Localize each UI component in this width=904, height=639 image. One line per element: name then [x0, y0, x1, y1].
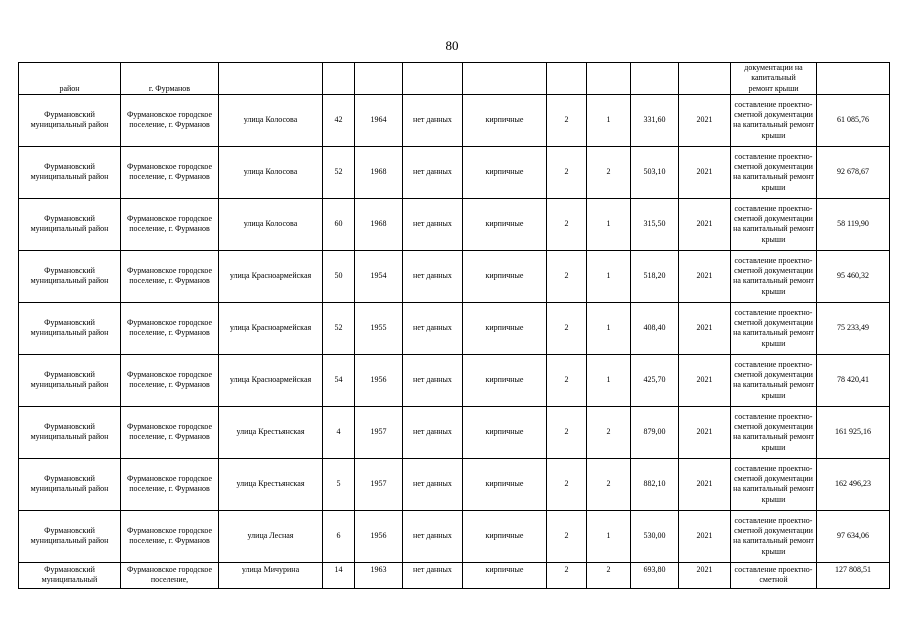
cell-year: 1956 [355, 354, 403, 406]
cell-settlement: Фурмановское городское поселение, г. Фурманов [121, 94, 219, 146]
cell-data: нет данных [403, 562, 463, 588]
cell-house: 14 [323, 562, 355, 588]
cell-settlement: Фурмановское городское поселение, [121, 562, 219, 588]
cell-plan-year: 2021 [679, 94, 731, 146]
cell-data: нет данных [403, 510, 463, 562]
cell-plan-year: 2021 [679, 302, 731, 354]
cell-district: Фурмановский муниципальный район [19, 198, 121, 250]
cell-area: 882,10 [631, 458, 679, 510]
cell-cost: 75 233,49 [817, 302, 890, 354]
cell-plan-year: 2021 [679, 458, 731, 510]
table-row [19, 250, 890, 302]
cell-district: Фурмановский муниципальный район [19, 302, 121, 354]
cell-year: 1954 [355, 250, 403, 302]
cell-house: 42 [323, 94, 355, 146]
cell-area: 408,40 [631, 302, 679, 354]
cell-entrances: 1 [587, 302, 631, 354]
cell-year: 1963 [355, 562, 403, 588]
cell-settlement: Фурмановское городское поселение, г. Фурманов [121, 354, 219, 406]
cell-year: 1956 [355, 510, 403, 562]
table-row [19, 94, 890, 146]
cell-area: 503,10 [631, 146, 679, 198]
cell-street: улица Крестьянская [219, 406, 323, 458]
cell-house: 5 [323, 458, 355, 510]
cell-cost: 127 808,51 [817, 562, 890, 588]
cell-area: 530,00 [631, 510, 679, 562]
cell-district: Фурмановский муниципальный [19, 562, 121, 588]
cell-district: район [19, 63, 121, 95]
cell-cost: 92 678,67 [817, 146, 890, 198]
cell-area: 315,50 [631, 198, 679, 250]
table-row [19, 146, 890, 198]
cell-material: кирпичные [463, 562, 547, 588]
cell-settlement: Фурмановское городское поселение, г. Фурманов [121, 198, 219, 250]
cell-year: 1957 [355, 406, 403, 458]
cell-house: 52 [323, 302, 355, 354]
cell-street: улица Мичурина [219, 562, 323, 588]
cell-house: 50 [323, 250, 355, 302]
cell-material: кирпичные [463, 146, 547, 198]
cell-entrances: 2 [587, 146, 631, 198]
cell-floors: 2 [547, 94, 587, 146]
cell-settlement: Фурмановское городское поселение, г. Фурманов [121, 146, 219, 198]
cell-floors: 2 [547, 354, 587, 406]
cell-cost: 61 085,76 [817, 94, 890, 146]
cell-cost: 58 119,90 [817, 198, 890, 250]
cell-data: нет данных [403, 198, 463, 250]
cell-street: улица Красноармейская [219, 302, 323, 354]
cell-work: составление проектно-сметной документации на капитальный ремонт крыши [731, 302, 817, 354]
cell-settlement: г. Фурманов [121, 63, 219, 95]
cell-work: составление проектно-сметной документации на капитальный ремонт крыши [731, 406, 817, 458]
cell-material: кирпичные [463, 510, 547, 562]
cell-floors: 2 [547, 250, 587, 302]
cell-data: нет данных [403, 146, 463, 198]
table-row [19, 510, 890, 562]
table-row [19, 354, 890, 406]
cell-material: кирпичные [463, 302, 547, 354]
cell-settlement: Фурмановское городское поселение, г. Фурманов [121, 458, 219, 510]
cell-material: кирпичные [463, 250, 547, 302]
cell-entrances: 2 [587, 458, 631, 510]
cell-plan-year: 2021 [679, 198, 731, 250]
cell-year: 1968 [355, 146, 403, 198]
cell-house: 4 [323, 406, 355, 458]
cell-district: Фурмановский муниципальный район [19, 250, 121, 302]
cell-plan-year: 2021 [679, 146, 731, 198]
cell-floors: 2 [547, 510, 587, 562]
cell-entrances: 1 [587, 510, 631, 562]
cell-area: 518,20 [631, 250, 679, 302]
cell-data: нет данных [403, 354, 463, 406]
cell-cost: 162 496,23 [817, 458, 890, 510]
cell-district: Фурмановский муниципальный район [19, 406, 121, 458]
cell-district: Фурмановский муниципальный район [19, 146, 121, 198]
cell-street: улица Колосова [219, 94, 323, 146]
cell-floors: 2 [547, 458, 587, 510]
cell-data: нет данных [403, 458, 463, 510]
cell-street: улица Колосова [219, 198, 323, 250]
cell-plan-year: 2021 [679, 510, 731, 562]
cell-cost: 78 420,41 [817, 354, 890, 406]
cell-house: 54 [323, 354, 355, 406]
cell-district: Фурмановский муниципальный район [19, 94, 121, 146]
cell-street: улица Крестьянская [219, 458, 323, 510]
cell-cost: 161 925,16 [817, 406, 890, 458]
cell-entrances: 1 [587, 250, 631, 302]
cell-data: нет данных [403, 94, 463, 146]
cell-settlement: Фурмановское городское поселение, г. Фурманов [121, 406, 219, 458]
cell-entrances: 2 [587, 562, 631, 588]
repair-table [18, 62, 890, 589]
cell-settlement: Фурмановское городское поселение, г. Фурманов [121, 510, 219, 562]
cell-plan-year: 2021 [679, 406, 731, 458]
page-number: 80 [445, 38, 459, 53]
cell-entrances: 1 [587, 354, 631, 406]
table-row-continued [19, 63, 890, 95]
cell-area: 331,60 [631, 94, 679, 146]
cell-street: улица Красноармейская [219, 354, 323, 406]
cell-work: составление проектно-сметной документации на капитальный ремонт крыши [731, 458, 817, 510]
cell-district: Фурмановский муниципальный район [19, 354, 121, 406]
table-row [19, 562, 890, 588]
cell-material: кирпичные [463, 458, 547, 510]
cell-settlement: Фурмановское городское поселение, г. Фурманов [121, 250, 219, 302]
cell-work: составление проектно-сметной документации на капитальный ремонт крыши [731, 250, 817, 302]
cell-cost: 97 634,06 [817, 510, 890, 562]
cell-house: 52 [323, 146, 355, 198]
cell-street: улица Красноармейская [219, 250, 323, 302]
cell-data: нет данных [403, 406, 463, 458]
cell-cost: 95 460,32 [817, 250, 890, 302]
cell-material: кирпичные [463, 94, 547, 146]
cell-plan-year: 2021 [679, 562, 731, 588]
cell-street: улица Лесная [219, 510, 323, 562]
cell-floors: 2 [547, 146, 587, 198]
cell-settlement: Фурмановское городское поселение, г. Фурманов [121, 302, 219, 354]
cell-plan-year: 2021 [679, 250, 731, 302]
cell-street: улица Колосова [219, 146, 323, 198]
cell-floors: 2 [547, 406, 587, 458]
cell-entrances: 2 [587, 406, 631, 458]
cell-area: 425,70 [631, 354, 679, 406]
table-row [19, 406, 890, 458]
cell-house: 60 [323, 198, 355, 250]
cell-house: 6 [323, 510, 355, 562]
cell-entrances: 1 [587, 198, 631, 250]
cell-entrances: 1 [587, 94, 631, 146]
cell-district: Фурмановский муниципальный район [19, 510, 121, 562]
cell-year: 1955 [355, 302, 403, 354]
table-row [19, 458, 890, 510]
cell-material: кирпичные [463, 354, 547, 406]
cell-work: составление проектно-сметной [731, 562, 817, 588]
cell-work: составление проектно-сметной документации на капитальный ремонт крыши [731, 354, 817, 406]
cell-data: нет данных [403, 250, 463, 302]
cell-floors: 2 [547, 562, 587, 588]
table-row [19, 198, 890, 250]
cell-work: составление проектно-сметной документации на капитальный ремонт крыши [731, 510, 817, 562]
cell-district: Фурмановский муниципальный район [19, 458, 121, 510]
cell-floors: 2 [547, 198, 587, 250]
cell-material: кирпичные [463, 406, 547, 458]
cell-work: составление проектно-сметной документации на капитальный ремонт крыши [731, 94, 817, 146]
cell-data: нет данных [403, 302, 463, 354]
cell-work: составление проектно-сметной документации на капитальный ремонт крыши [731, 146, 817, 198]
cell-plan-year: 2021 [679, 354, 731, 406]
cell-area: 693,80 [631, 562, 679, 588]
cell-work: документации на капитальный ремонт крыши [731, 63, 817, 95]
cell-work: составление проектно-сметной документации на капитальный ремонт крыши [731, 198, 817, 250]
cell-material: кирпичные [463, 198, 547, 250]
cell-floors: 2 [547, 302, 587, 354]
cell-year: 1957 [355, 458, 403, 510]
cell-area: 879,00 [631, 406, 679, 458]
cell-year: 1964 [355, 94, 403, 146]
table-row [19, 302, 890, 354]
cell-year: 1968 [355, 198, 403, 250]
